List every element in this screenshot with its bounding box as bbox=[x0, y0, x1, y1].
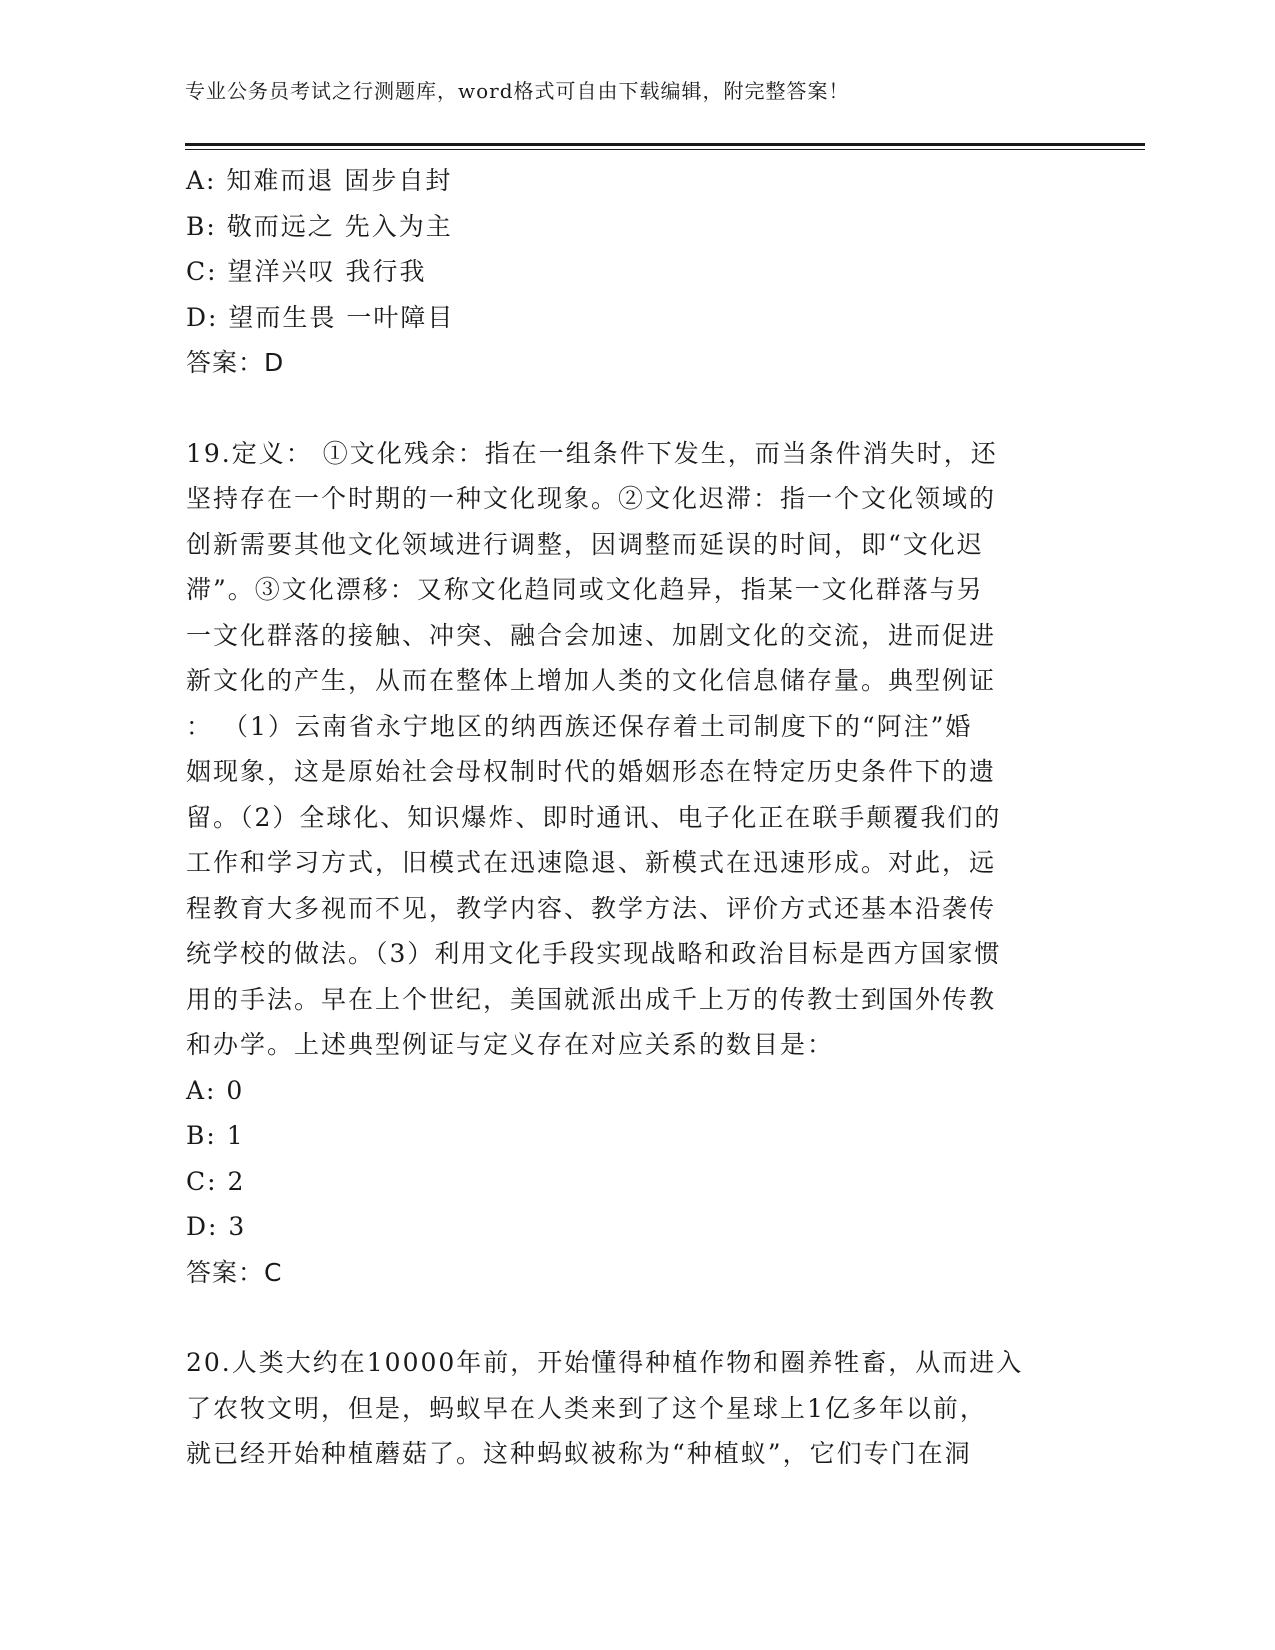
question-19-line: 统学校的做法。（3）利用文化手段实现战略和政治目标是西方国家惯 bbox=[186, 939, 1002, 968]
question-19-answer: 答案：C bbox=[186, 1257, 283, 1287]
page-header: 专业公务员考试之行测题库，word格式可自由下载编辑，附完整答案！ bbox=[185, 79, 850, 103]
question-20-line: 20.人类大约在10000年前，开始懂得种植作物和圈养牲畜，从而进入 bbox=[186, 1348, 1024, 1377]
spacer bbox=[186, 1295, 1076, 1340]
spacer bbox=[186, 386, 1076, 431]
question-20-line: 了农牧文明，但是，蚂蚁早在人类来到了这个星球上1亿多年以前， bbox=[186, 1393, 987, 1423]
option-b: B: 1 bbox=[186, 1121, 245, 1150]
question-19-line: 留。（2）全球化、知识爆炸、即时通讯、电子化正在联手颠覆我们的 bbox=[186, 802, 1002, 832]
question-19-line: 用的手法。早在上个世纪，美国就派出成千上万的传教士到国外传教 bbox=[186, 984, 997, 1014]
option-b: B: 敬而远之 先入为主 bbox=[186, 211, 453, 241]
question-20-line: 就已经开始种植蘑菇了。这种蚂蚁被称为“种植蚁”，它们专门在洞 bbox=[186, 1439, 972, 1468]
question-19-line: 坚持存在一个时期的一种文化现象。②文化迟滞：指一个文化领域的 bbox=[186, 484, 997, 513]
question-19-line: 新文化的产生，从而在整体上增加人类的文化信息储存量。典型例证 bbox=[186, 666, 997, 695]
question-19-line: ： （1）云南省永宁地区的纳西族还保存着土司制度下的“阿注”婚 bbox=[186, 711, 973, 741]
option-a: A: 0 bbox=[186, 1075, 245, 1105]
question-18-answer: 答案：D bbox=[186, 348, 285, 377]
question-19-line: 和办学。上述典型例证与定义存在对应关系的数目是： bbox=[186, 1030, 835, 1059]
question-19-line: 19.定义： ①文化残余：指在一组条件下发生，而当条件消失时，还 bbox=[186, 438, 998, 468]
question-19-line: 程教育大多视而不见，教学内容、教学方法、评价方式还基本沿袭传 bbox=[186, 893, 997, 923]
question-19-line: 一文化群落的接触、冲突、融合会加速、加剧文化的交流，进而促进 bbox=[186, 620, 997, 650]
document-body bbox=[186, 158, 1076, 1477]
question-19-line: 创新需要其他文化领域进行调整，因调整而延误的时间，即“文化迟 bbox=[186, 529, 984, 559]
option-a: A: 知难而退 固步自封 bbox=[186, 166, 453, 195]
question-20 bbox=[186, 1340, 1076, 1477]
question-19-line: 滞”。③文化漂移：又称文化趋同或文化趋异，指某一文化群落与另 bbox=[186, 575, 984, 604]
option-d: D: 望而生畏 一叶障目 bbox=[186, 302, 455, 332]
question-18-options bbox=[186, 158, 1076, 340]
question-19-line: 工作和学习方式，旧模式在迅速隐退、新模式在迅速形成。对此，远 bbox=[186, 848, 997, 877]
option-d: D: 3 bbox=[186, 1212, 247, 1241]
question-19-line: 姻现象，这是原始社会母权制时代的婚姻形态在特定历史条件下的遗 bbox=[186, 757, 997, 786]
question-19-options bbox=[186, 1068, 1076, 1250]
option-c: C: 望洋兴叹 我行我 bbox=[186, 257, 427, 286]
question-19 bbox=[186, 431, 1076, 1068]
header-divider-thick bbox=[185, 143, 1145, 146]
header-divider-thin bbox=[185, 149, 1145, 150]
option-c: C: 2 bbox=[186, 1166, 246, 1196]
